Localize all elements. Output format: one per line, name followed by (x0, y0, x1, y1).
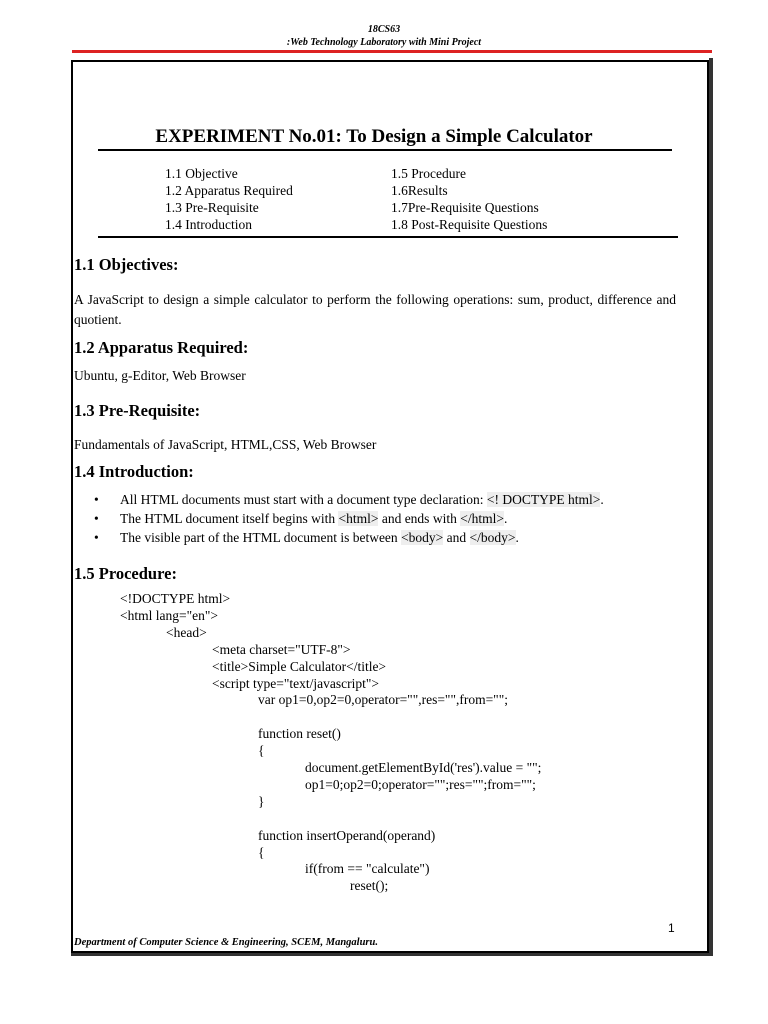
page-number: 1 (668, 921, 675, 935)
footer-department: Department of Computer Science & Engineering, SCEM, Mangaluru. (74, 937, 378, 948)
prerequisite-text: Fundamentals of JavaScript, HTML,CSS, Web Browser (74, 437, 377, 452)
apparatus-text: Ubuntu, g-Editor, Web Browser (74, 368, 246, 383)
objectives-text: A JavaScript to design a simple calculator to perform the following operations: sum, product, difference and quotient. (74, 292, 676, 327)
bullet-text: . (515, 530, 519, 545)
bullet-icon: • (94, 492, 99, 507)
apparatus-heading: 1.2 Apparatus Required: (74, 338, 249, 357)
code-highlight: <body> (401, 530, 444, 545)
bullet-icon: • (94, 530, 99, 545)
code-highlight: </html> (460, 511, 504, 526)
toc-item: 1.4 Introduction (165, 217, 252, 232)
code-line: <head> (166, 624, 207, 640)
bullet-text: All HTML documents must start with a document type declaration: (120, 492, 487, 507)
code-line: { (258, 844, 265, 860)
code-line: function insertOperand(operand) (258, 827, 436, 843)
toc-item: 1.1 Objective (165, 166, 238, 181)
course-code: 18CS63 (367, 24, 401, 35)
header-rule (72, 50, 712, 53)
page-border-shadow-right (709, 58, 713, 955)
code-line: <script type="text/javascript"> (212, 675, 379, 691)
objectives-heading: 1.1 Objectives: (74, 255, 179, 274)
page-border-shadow-bottom (71, 953, 713, 956)
toc-item: 1.8 Post-Requisite Questions (391, 217, 548, 232)
code-highlight: <html> (338, 511, 379, 526)
code-line: <!DOCTYPE html> (120, 591, 231, 606)
introduction-heading: 1.4 Introduction: (74, 462, 194, 481)
code-line: <title>Simple Calculator</title> (212, 658, 387, 674)
list-item (74, 490, 694, 509)
bullet-text: The HTML document itself begins with (120, 511, 339, 526)
toc-item: 1.7Pre-Requisite Questions (391, 200, 539, 215)
bullet-text: . (600, 492, 604, 507)
introduction-list (74, 490, 694, 547)
code-highlight: <! DOCTYPE html> (486, 492, 601, 507)
prerequisite-heading: 1.3 Pre-Requisite: (74, 401, 201, 420)
toc-left-column (165, 165, 293, 233)
title-rule (98, 149, 672, 151)
code-line: if(from == "calculate") (305, 861, 430, 877)
procedure-heading: 1.5 Procedure: (74, 564, 177, 583)
list-item (74, 528, 694, 547)
toc-right-column (391, 165, 547, 233)
code-line: reset(); (350, 878, 389, 894)
bullet-text: . (503, 511, 508, 526)
toc-item: 1.3 Pre-Requisite (165, 200, 259, 215)
bullet-text: and ends with (378, 511, 461, 526)
bullet-text: The visible part of the HTML document is between (120, 530, 402, 545)
code-line: <meta charset="UTF-8"> (212, 641, 351, 657)
bullet-icon: • (94, 511, 99, 526)
code-line: { (258, 743, 265, 759)
code-highlight: </body> (469, 530, 516, 545)
code-line: function reset() (258, 726, 341, 742)
toc-item: 1.5 Procedure (391, 166, 466, 181)
code-line: } (258, 793, 265, 809)
list-item (74, 509, 694, 528)
code-line: document.getElementById('res').value = ""; (305, 760, 542, 775)
code-line: var op1=0,op2=0,operator="",res="",from=""; (258, 692, 508, 708)
bullet-text: and (443, 530, 470, 545)
toc-rule (98, 236, 678, 238)
code-line: <html lang="en"> (120, 607, 218, 623)
toc-item: 1.2 Apparatus Required (165, 183, 293, 198)
experiment-title: EXPERIMENT No.01: To Design a Simple Calculator (155, 126, 593, 147)
code-line: op1=0;op2=0;operator="";res="";from=""; (305, 776, 536, 792)
toc-item: 1.6Results (391, 183, 448, 198)
course-title: :Web Technology Laboratory with Mini Project (286, 37, 482, 48)
